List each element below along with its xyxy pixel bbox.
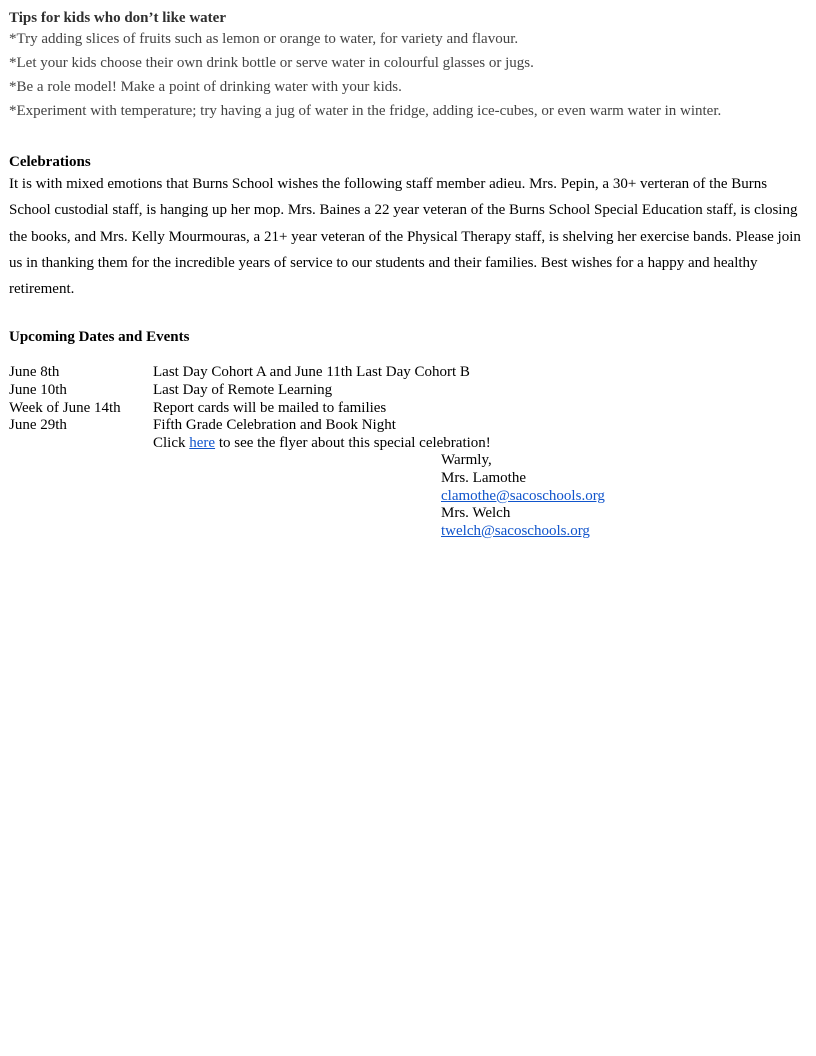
celebrations-section xyxy=(9,153,809,302)
email-link-welch[interactable]: twelch@sacoschools.org xyxy=(441,522,590,539)
tips-heading: Tips for kids who don’t like water xyxy=(9,10,226,26)
email-link-lamothe[interactable]: clamothe@sacoschools.org xyxy=(441,487,605,504)
signoff-closing: Warmly, xyxy=(441,452,492,469)
event-date: Week of June 14th xyxy=(9,399,121,416)
flyer-link[interactable]: here xyxy=(189,434,216,451)
events-table xyxy=(9,364,809,452)
event-description: Last Day Cohort A and June 11th Last Day Cohort B xyxy=(153,364,470,381)
signoff-section xyxy=(9,452,809,540)
event-row xyxy=(9,417,809,435)
event-date: June 8th xyxy=(9,364,60,381)
signoff-name-lamothe: Mrs. Lamothe xyxy=(441,470,526,487)
event-row xyxy=(9,400,809,418)
event-description: Report cards will be mailed to families xyxy=(153,399,387,416)
newsletter-page xyxy=(9,0,809,540)
tips-section xyxy=(9,10,809,123)
events-heading: Upcoming Dates and Events xyxy=(9,329,190,346)
event-description: Last Day of Remote Learning xyxy=(153,382,333,399)
signoff-name-welch: Mrs. Welch xyxy=(441,505,511,522)
tip-item: *Try adding slices of fruits such as lemon or orange to water, for variety and flavour. xyxy=(9,31,519,47)
events-section xyxy=(9,328,809,452)
celebrations-heading: Celebrations xyxy=(9,154,91,170)
event-description: Fifth Grade Celebration and Book Night xyxy=(153,417,396,434)
event-row xyxy=(9,364,809,382)
event-date: June 10th xyxy=(9,382,67,399)
tip-item: *Be a role model! Make a point of drinking water with your kids. xyxy=(9,79,402,95)
tip-item: *Experiment with temperature; try having a jug of water in the fridge, adding ice-cubes, or even warm water in winter. xyxy=(9,103,722,119)
event-date: June 29th xyxy=(9,417,67,434)
celebrations-paragraph: It is with mixed emotions that Burns School wishes the following staff member adieu. Mrs. Pepin, a 30+ verteran of the Burns School custodial staff, is hanging up her mop. Mrs. Baines a 22 year veteran of the Burns School Special Education staff, is closing the books, and Mrs. Kelly Mourmouras, a 21+ year veteran of the Physical Therapy staff, is shelving her exercise bands. Please join us in thanking them for the incredible years of service to our students and their families. Best wishes for a happy and healthy retirement. xyxy=(9,176,801,298)
flyer-note xyxy=(9,435,809,453)
flyer-note-suffix: to see the flyer about this special celebration! xyxy=(215,434,491,451)
tip-item: *Let your kids choose their own drink bottle or serve water in colourful glasses or jugs. xyxy=(9,55,534,71)
event-row xyxy=(9,382,809,400)
flyer-note-prefix: Click xyxy=(153,434,190,451)
